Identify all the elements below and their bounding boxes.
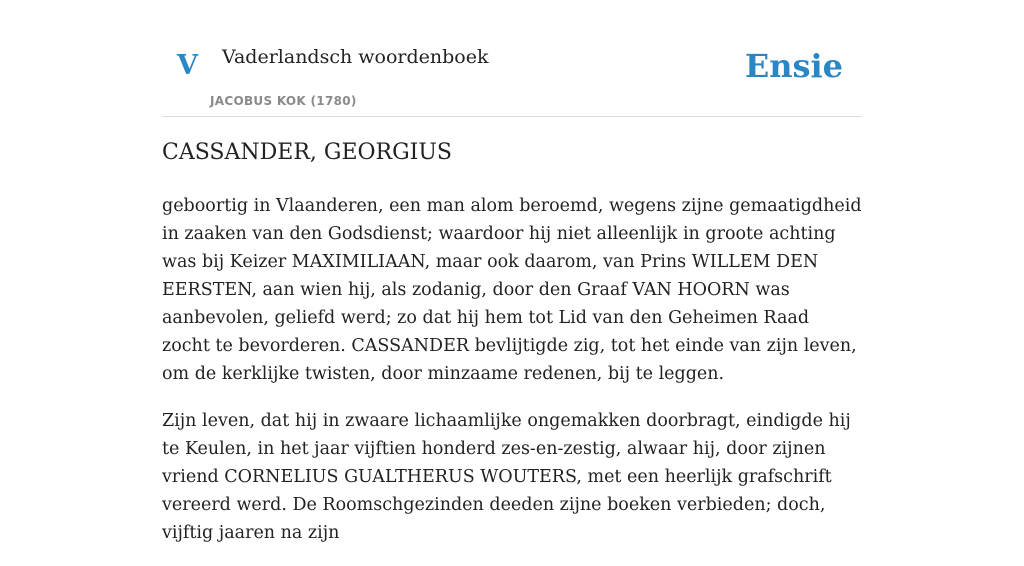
book-letter-badge[interactable]: V <box>177 50 198 81</box>
book-author: JACOBUS KOK (1780) <box>210 94 357 108</box>
book-title[interactable]: Vaderlandsch woordenboek <box>222 46 489 68</box>
ensie-logo[interactable]: Ensie <box>744 47 843 85</box>
entry-paragraph: geboortig in Vlaanderen, een man alom beroemd, wegens zijne gemaatigdheid in zaaken van den Godsdienst; waardoor hij niet alleenlijk in groote achting was bij Keizer MAXIMILIAAN, maar ook daarom, van Prins WILLEM DEN EERSTEN, aan wien hij, als zodanig, door den Graaf VAN HOORN was aanbevolen, geliefd werd; zo dat hij hem tot Lid van den Geheimen Raad zocht te bevorderen. CASSANDER bevlijtigde zig, tot het einde van zijn leven, om de kerklijke twisten, door minzaame redenen, bij te leggen. <box>162 196 862 384</box>
entry-paragraph: Zijn leven, dat hij in zwaare lichaamlijke ongemakken doorbragt, eindigde hij te Keulen, in het jaar vijftien honderd zes-en-zestig, alwaar hij, door zijnen vriend CORNELIUS GUALTHERUS WOUTERS, met een heerlijk grafschrift vereerd werd. De Roomschgezinden deeden zijne boeken verbieden; doch, vijftig jaaren na zijn <box>162 411 851 543</box>
entry-content <box>162 192 862 566</box>
page-header <box>162 0 862 117</box>
entry-title: CASSANDER, GEORGIUS <box>162 140 452 165</box>
